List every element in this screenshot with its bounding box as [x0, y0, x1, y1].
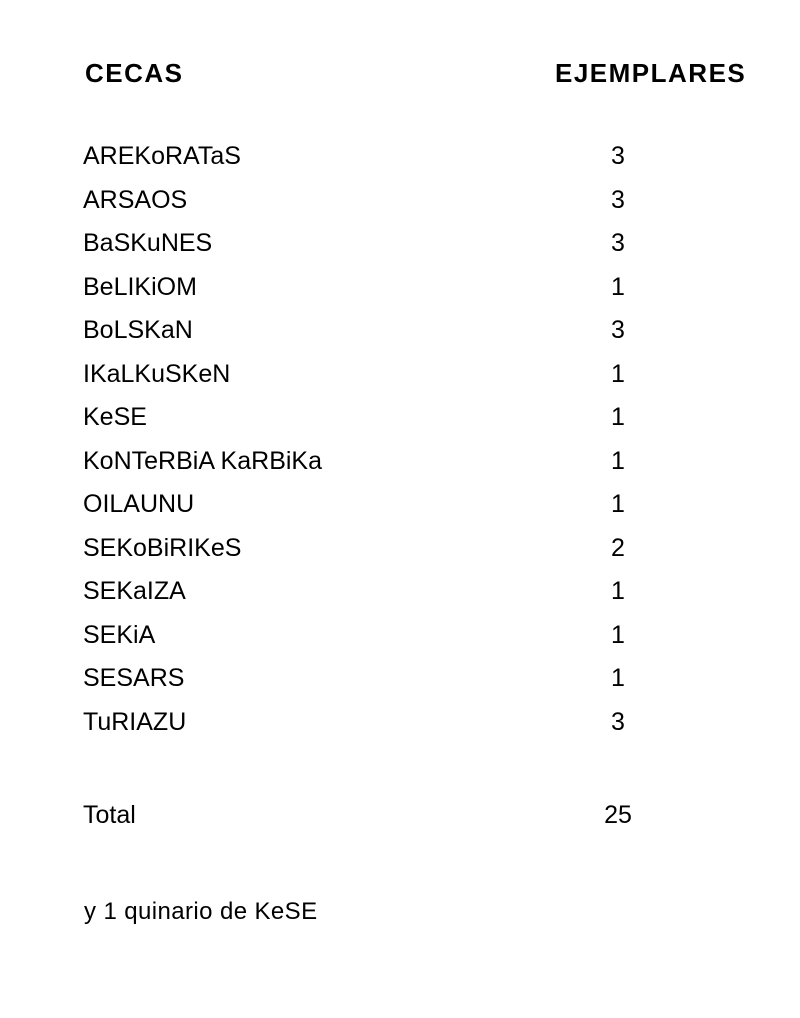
- row-label: BaSKuNES: [83, 229, 213, 257]
- table-row: [83, 396, 783, 440]
- column-header-cecas: CECAS: [85, 58, 184, 88]
- row-value: 3: [611, 142, 625, 170]
- table-total-row: [83, 794, 783, 838]
- total-value: 25: [604, 801, 632, 829]
- total-label: Total: [83, 801, 136, 829]
- table-row: [83, 353, 783, 397]
- row-label: SEKaIZA: [83, 577, 186, 605]
- row-label: BeLIKiOM: [83, 272, 197, 301]
- row-label: KoNTeRBiA KaRBiKa: [83, 446, 323, 475]
- row-label: AREKoRATaS: [83, 142, 241, 170]
- row-value: 1: [611, 359, 625, 388]
- row-value: 1: [611, 403, 625, 431]
- table-row: [83, 179, 783, 223]
- row-label: BoLSKaN: [83, 316, 193, 344]
- table-row: [83, 527, 783, 571]
- row-label: ARSAOS: [83, 185, 188, 214]
- row-label: TuRIAZU: [83, 707, 187, 736]
- table-row: [83, 614, 783, 658]
- table-row: [83, 570, 783, 614]
- row-label: SEKoBiRIKeS: [83, 533, 242, 562]
- row-label: OILAUNU: [83, 490, 195, 518]
- row-value: 3: [611, 316, 625, 344]
- row-value: 3: [611, 229, 625, 257]
- row-label: SEKiA: [83, 620, 156, 649]
- cecas-table: [83, 58, 783, 932]
- row-label: KeSE: [83, 403, 147, 431]
- table-row: [83, 222, 783, 266]
- row-value: 3: [611, 707, 625, 736]
- row-label: IKaLKuSKeN: [83, 359, 231, 388]
- table-row: [83, 701, 783, 745]
- table-row: [83, 483, 783, 527]
- table-row: [83, 135, 783, 179]
- row-value: 1: [611, 272, 625, 301]
- row-value: 1: [611, 446, 625, 475]
- table-row: [83, 657, 783, 701]
- row-value: 1: [611, 664, 625, 692]
- row-value: 1: [611, 577, 625, 605]
- row-value: 3: [611, 185, 625, 214]
- column-header-ejemplares: EJEMPLARES: [555, 58, 747, 88]
- table-row: [83, 266, 783, 310]
- footnote: y 1 quinario de KeSE: [84, 897, 318, 925]
- row-label: SESARS: [83, 664, 185, 692]
- table-row: [83, 440, 783, 484]
- row-value: 2: [611, 533, 625, 562]
- row-value: 1: [611, 620, 625, 649]
- row-value: 1: [611, 490, 625, 518]
- table-header-row: [83, 58, 783, 89]
- table-row: [83, 309, 783, 353]
